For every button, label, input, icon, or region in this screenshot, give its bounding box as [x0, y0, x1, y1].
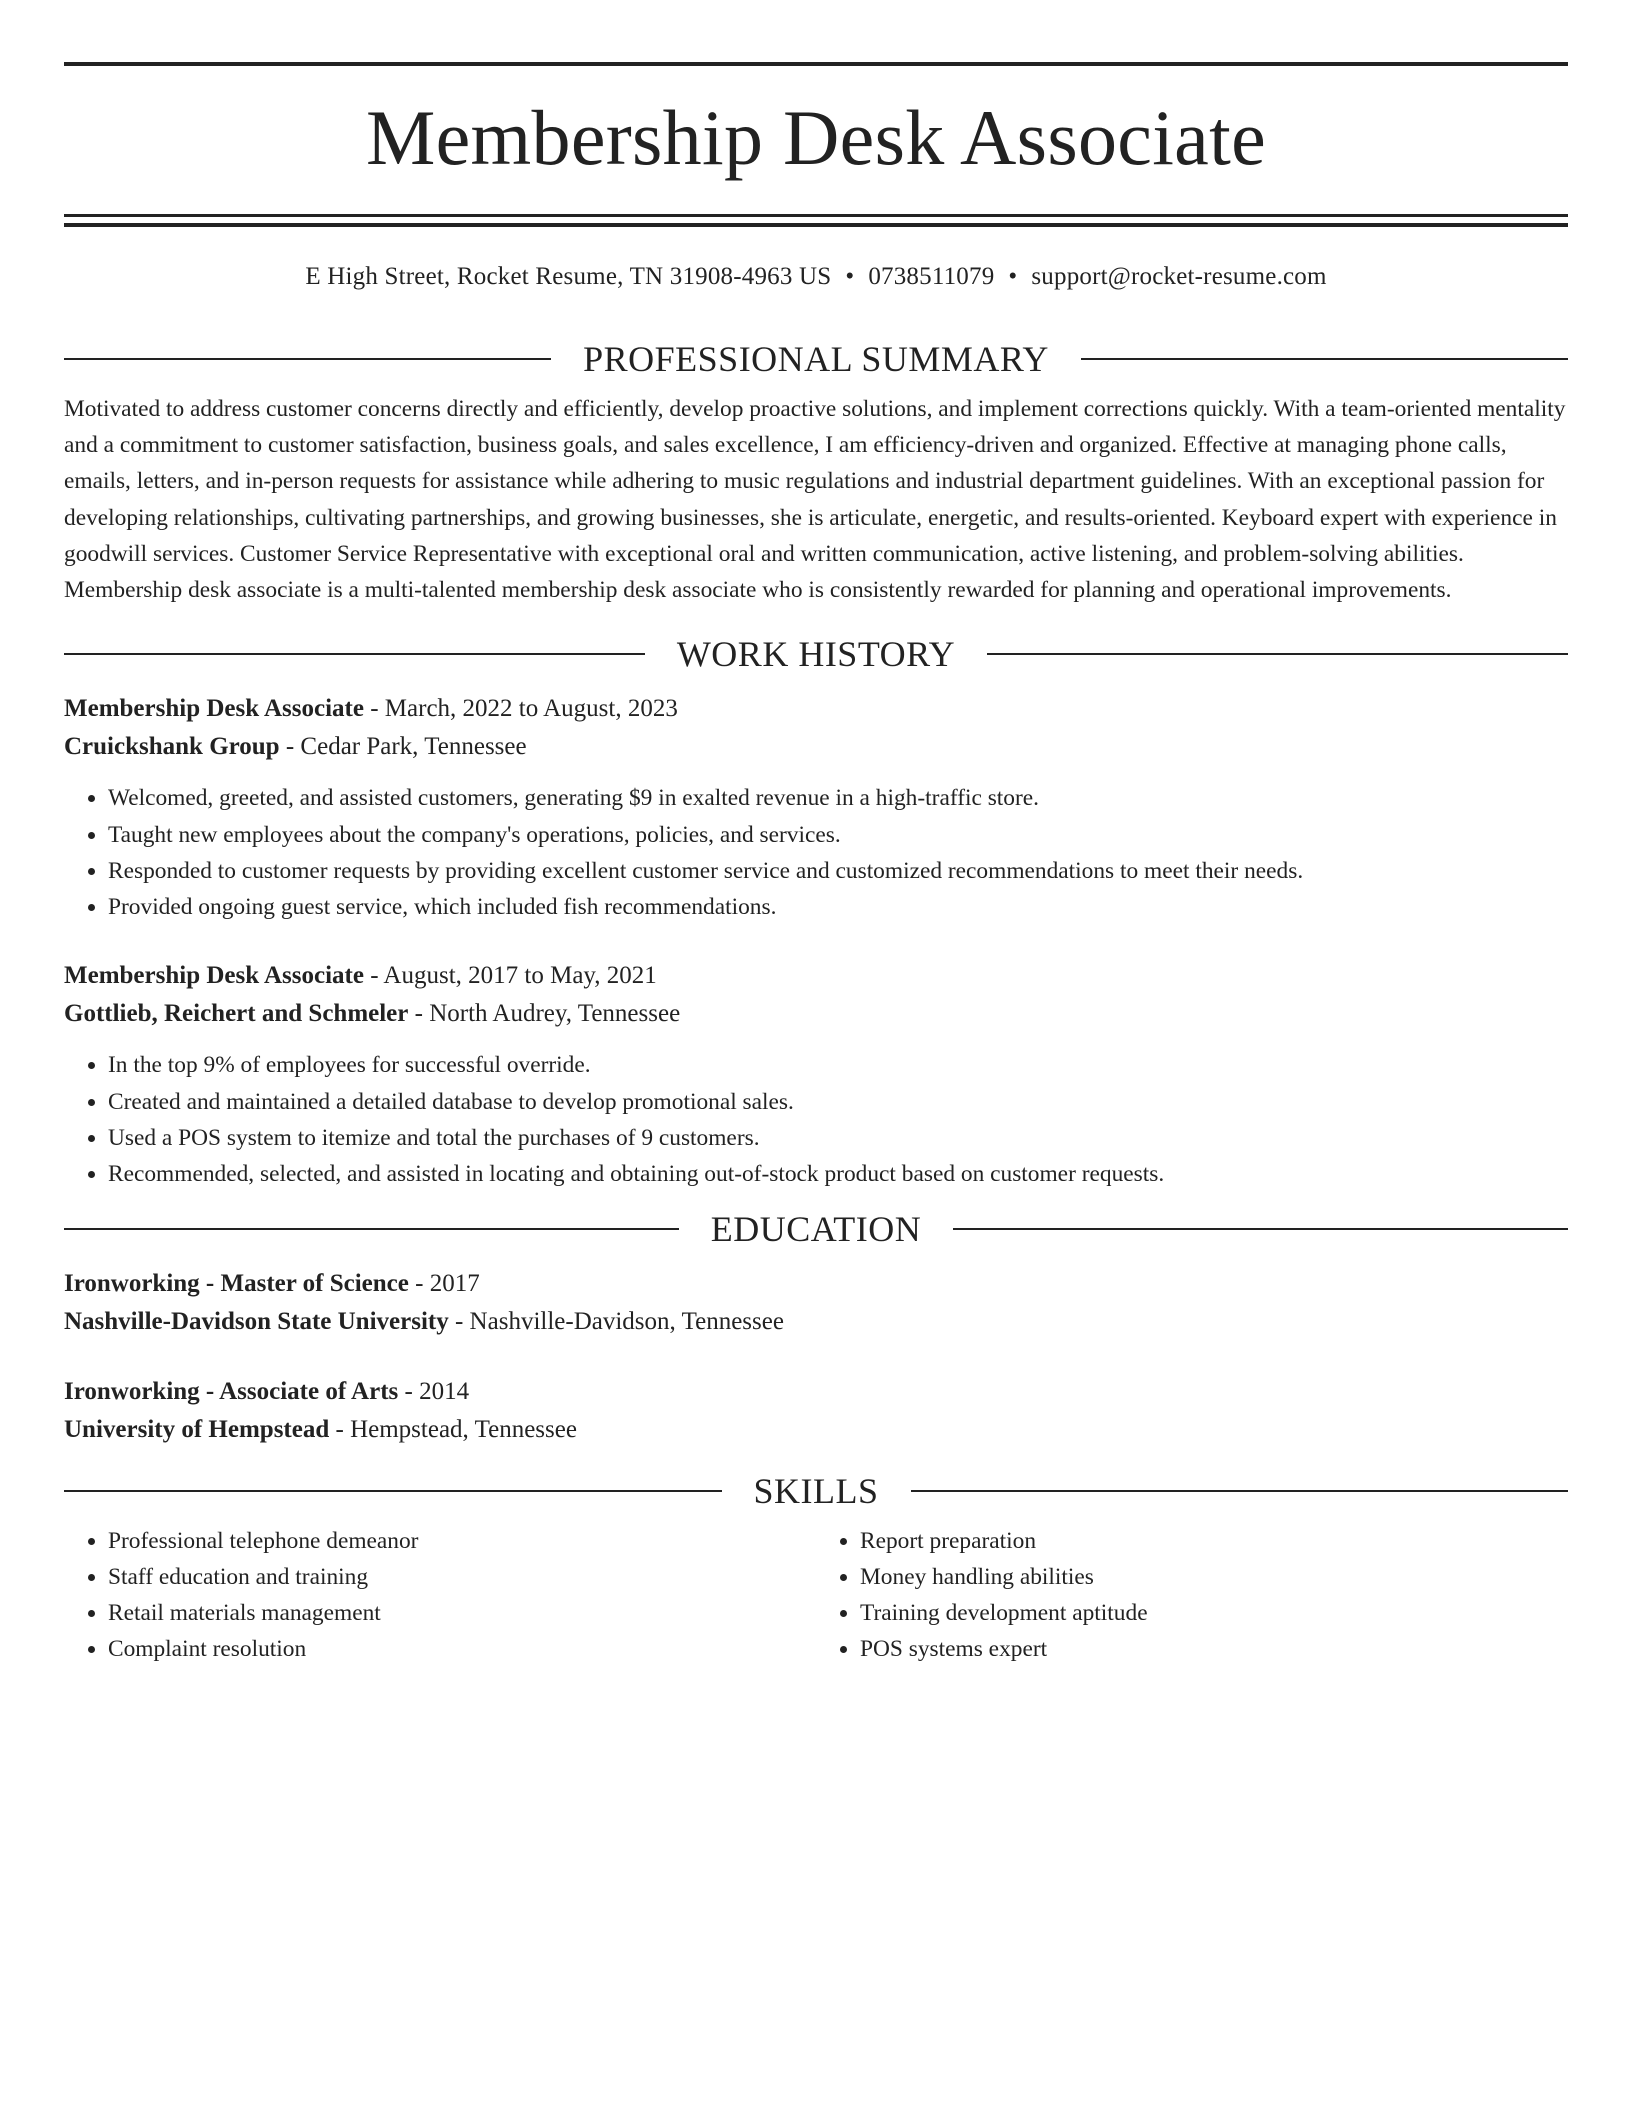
contact-address: E High Street, Rocket Resume, TN 31908-4963 US: [305, 263, 832, 290]
list-item: • Taught new employees about the company's operations, policies, and services.: [108, 817, 1568, 853]
list-item: • Provided ongoing guest service, which included fish recommendations.: [108, 889, 1568, 925]
contact-phone[interactable]: 0738511079: [868, 263, 995, 290]
summary-heading: [64, 337, 1568, 381]
job-title: Membership Desk Associate: [64, 962, 364, 990]
job-company: Cruickshank Group: [64, 733, 280, 761]
job-bullets: [64, 780, 1568, 925]
list-item: • Complaint resolution: [108, 1631, 816, 1667]
list-item: • Money handling abilities: [860, 1559, 1568, 1595]
education-entry: [64, 1265, 1568, 1341]
heading-rule-left: [64, 358, 551, 360]
degree-line: [64, 1373, 1568, 1411]
heading-rule-right: [911, 1490, 1569, 1492]
job-dates: - March, 2022 to August, 2023: [363, 695, 678, 723]
list-item: • In the top 9% of employees for successful override.: [108, 1047, 1568, 1083]
contact-line: [64, 261, 1568, 293]
list-item: • Report preparation: [860, 1523, 1568, 1559]
list-item: • Used a POS system to itemize and total the purchases of 9 customers.: [108, 1120, 1568, 1156]
skills-list-right: [816, 1523, 1568, 1668]
list-item: • POS systems expert: [860, 1631, 1568, 1667]
school-location: - Hempstead, Tennessee: [329, 1415, 577, 1443]
job-location: - North Audrey, Tennessee: [408, 1000, 681, 1028]
skills-columns: [64, 1523, 1568, 1668]
contact-separator: •: [1008, 263, 1018, 290]
job-dates: - August, 2017 to May, 2021: [363, 962, 657, 990]
heading-rule-right: [1081, 358, 1568, 360]
school-line: [64, 1303, 1568, 1341]
education-entry: [64, 1373, 1568, 1449]
title-double-rule: [64, 214, 1568, 227]
list-item: • Professional telephone demeanor: [108, 1523, 816, 1559]
heading-rule-left: [64, 653, 645, 655]
summary-heading-label: PROFESSIONAL SUMMARY: [583, 339, 1049, 379]
job-location: - Cedar Park, Tennessee: [279, 733, 527, 761]
resume-title: Membership Desk Associate: [365, 94, 1266, 181]
job-company: Gottlieb, Reichert and Schmeler: [64, 1000, 409, 1028]
work-heading-label: WORK HISTORY: [676, 634, 956, 675]
job-title: Membership Desk Associate: [64, 695, 364, 723]
school-line: [64, 1411, 1568, 1449]
heading-rule-right: [987, 653, 1568, 655]
job-title-line: [64, 957, 1568, 995]
education-heading: [64, 1207, 1568, 1251]
contact-email[interactable]: support@rocket-resume.com: [1031, 263, 1327, 290]
list-item: • Welcomed, greeted, and assisted customers, generating $9 in exalted revenue in a high-traffic store.: [108, 780, 1568, 816]
degree: Ironworking - Master of Science: [64, 1269, 409, 1297]
degree-line: [64, 1265, 1568, 1303]
education-heading-label: EDUCATION: [710, 1208, 922, 1249]
job-company-line: [64, 728, 1568, 766]
list-item: • Recommended, selected, and assisted in locating and obtaining out-of-stock product based on customer requests.: [108, 1156, 1568, 1192]
degree: Ironworking - Associate of Arts: [64, 1377, 399, 1405]
contact-separator: •: [845, 263, 855, 290]
degree-year: - 2017: [408, 1269, 480, 1297]
list-item: • Created and maintained a detailed database to develop promotional sales.: [108, 1084, 1568, 1120]
school: University of Hempstead: [64, 1415, 330, 1443]
heading-rule-right: [953, 1228, 1568, 1230]
list-item: • Retail materials management: [108, 1595, 816, 1631]
job-entry: [64, 690, 1568, 925]
summary-text: Motivated to address customer concerns directly and efficiently, develop proactive solutions, and implement corrections quickly. With a team-oriented mentality and a commitment to customer satisfaction, business goals, and sales excellence, I am efficiency-driven and organized. Effective at managing phone calls, emails, letters, and in-person requests for assistance while adhering to music regulations and industrial department guidelines. With an exceptional passion for developing relationships, cultivating partnerships, and growing businesses, she is articulate, energetic, and results-oriented. Keyboard expert with experience in goodwill services. Customer Service Representative with exceptional oral and written communication, active listening, and problem-solving abilities. Membership desk associate is a multi-talented membership desk associate who is consistently rewarded for planning and operational improvements.: [64, 396, 1566, 604]
skills-heading-label: SKILLS: [753, 1470, 879, 1511]
job-entry: [64, 957, 1568, 1192]
skills-list-left: [64, 1523, 816, 1668]
school: Nashville-Davidson State University: [64, 1307, 449, 1335]
list-item: • Responded to customer requests by providing excellent customer service and customized recommendations to meet their needs.: [108, 853, 1568, 889]
list-item: • Training development aptitude: [860, 1595, 1568, 1631]
heading-rule-left: [64, 1228, 679, 1230]
job-company-line: [64, 995, 1568, 1033]
degree-year: - 2014: [398, 1377, 470, 1405]
top-rule: [64, 62, 1568, 66]
job-bullets: [64, 1047, 1568, 1192]
list-item: • Staff education and training: [108, 1559, 816, 1595]
work-heading: [64, 632, 1568, 676]
school-location: - Nashville-Davidson, Tennessee: [448, 1307, 784, 1335]
skills-heading: [64, 1469, 1568, 1513]
job-title-line: [64, 690, 1568, 728]
heading-rule-left: [64, 1490, 722, 1492]
